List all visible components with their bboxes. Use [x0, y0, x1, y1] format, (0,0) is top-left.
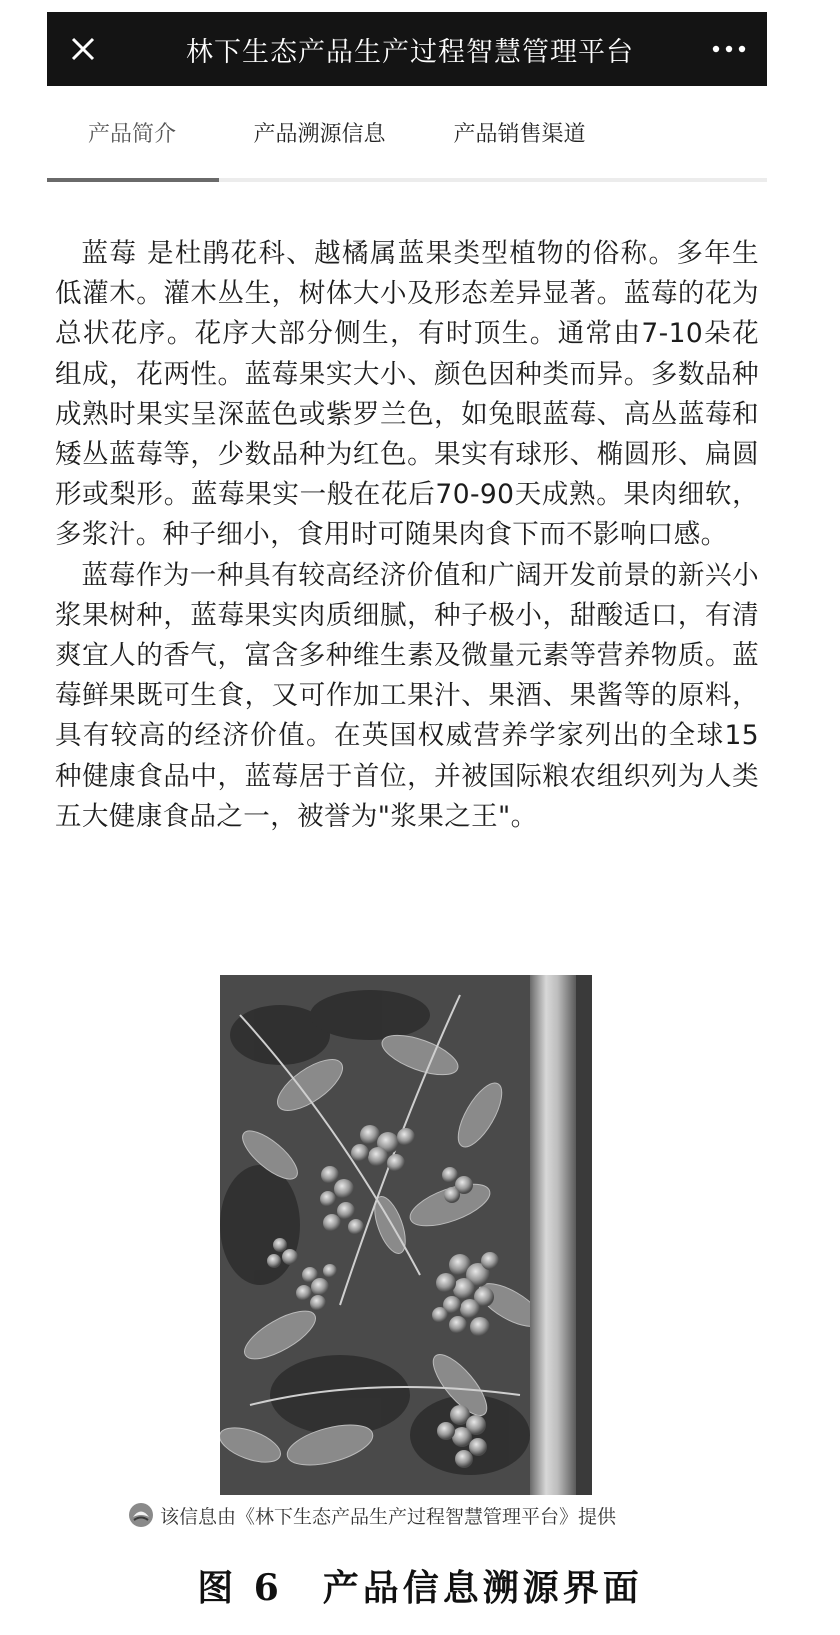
- phone-screen: [47, 12, 767, 837]
- top-bar: [47, 12, 767, 86]
- tab-bar: [47, 86, 767, 182]
- platform-logo-icon: [128, 1502, 154, 1528]
- more-icon: [711, 44, 747, 54]
- figure-caption: 图 6 产品信息溯源界面: [197, 1567, 643, 1609]
- tab-sales-channel[interactable]: 产品销售渠道: [453, 121, 586, 147]
- description-paragraph-1: 蓝莓 是杜鹃花科、越橘属蓝果类型植物的俗称。多年生低灌木。灌木丛生，树体大小及形态差异显著。蓝莓的花为总状花序。花序大部分侧生，有时顶生。通常由7-10朵花组成，花两性。蓝莓果实大小、颜色因种类而异。多数品种成熟时果实呈深蓝色或紫罗兰色，如兔眼蓝莓、高丛蓝莓和矮丛蓝莓等，少数品种为红色。果实有球形、椭圆形、扁圆形或梨形。蓝莓果实一般在花后70-90天成熟。果肉细软，多浆汁。种子细小，食用时可随果肉食下而不影响口感。: [55, 238, 759, 551]
- tab-product-intro[interactable]: 产品简介: [87, 121, 176, 147]
- close-button[interactable]: [63, 29, 103, 69]
- product-description: [47, 182, 767, 837]
- active-tab-indicator: [47, 178, 219, 182]
- more-button[interactable]: [705, 29, 753, 69]
- description-paragraph-2: 蓝莓作为一种具有较高经济价值和广阔开发前景的新兴小浆果树种，蓝莓果实肉质细腻，种子极小，甜酸适口，有清爽宜人的香气，富含多种维生素及微量元素等营养物质。蓝莓鲜果既可生食，又可作加工果汁、果酒、果酱等的原料，具有较高的经济价值。在英国权威营养学家列出的全球15种健康食品中，蓝莓居于首位，并被国际粮农组织列为人类五大健康食品之一，被誉为"浆果之王"。: [55, 559, 759, 832]
- source-note: [128, 1500, 616, 1530]
- source-note-text: 该信息由《林下生态产品生产过程智慧管理平台》提供: [160, 1505, 617, 1528]
- tab-traceability-info[interactable]: 产品溯源信息: [253, 121, 386, 147]
- blueberry-photo: [220, 975, 592, 1495]
- close-icon: [69, 35, 97, 63]
- page-title: 林下生态产品生产过程智慧管理平台: [186, 36, 634, 68]
